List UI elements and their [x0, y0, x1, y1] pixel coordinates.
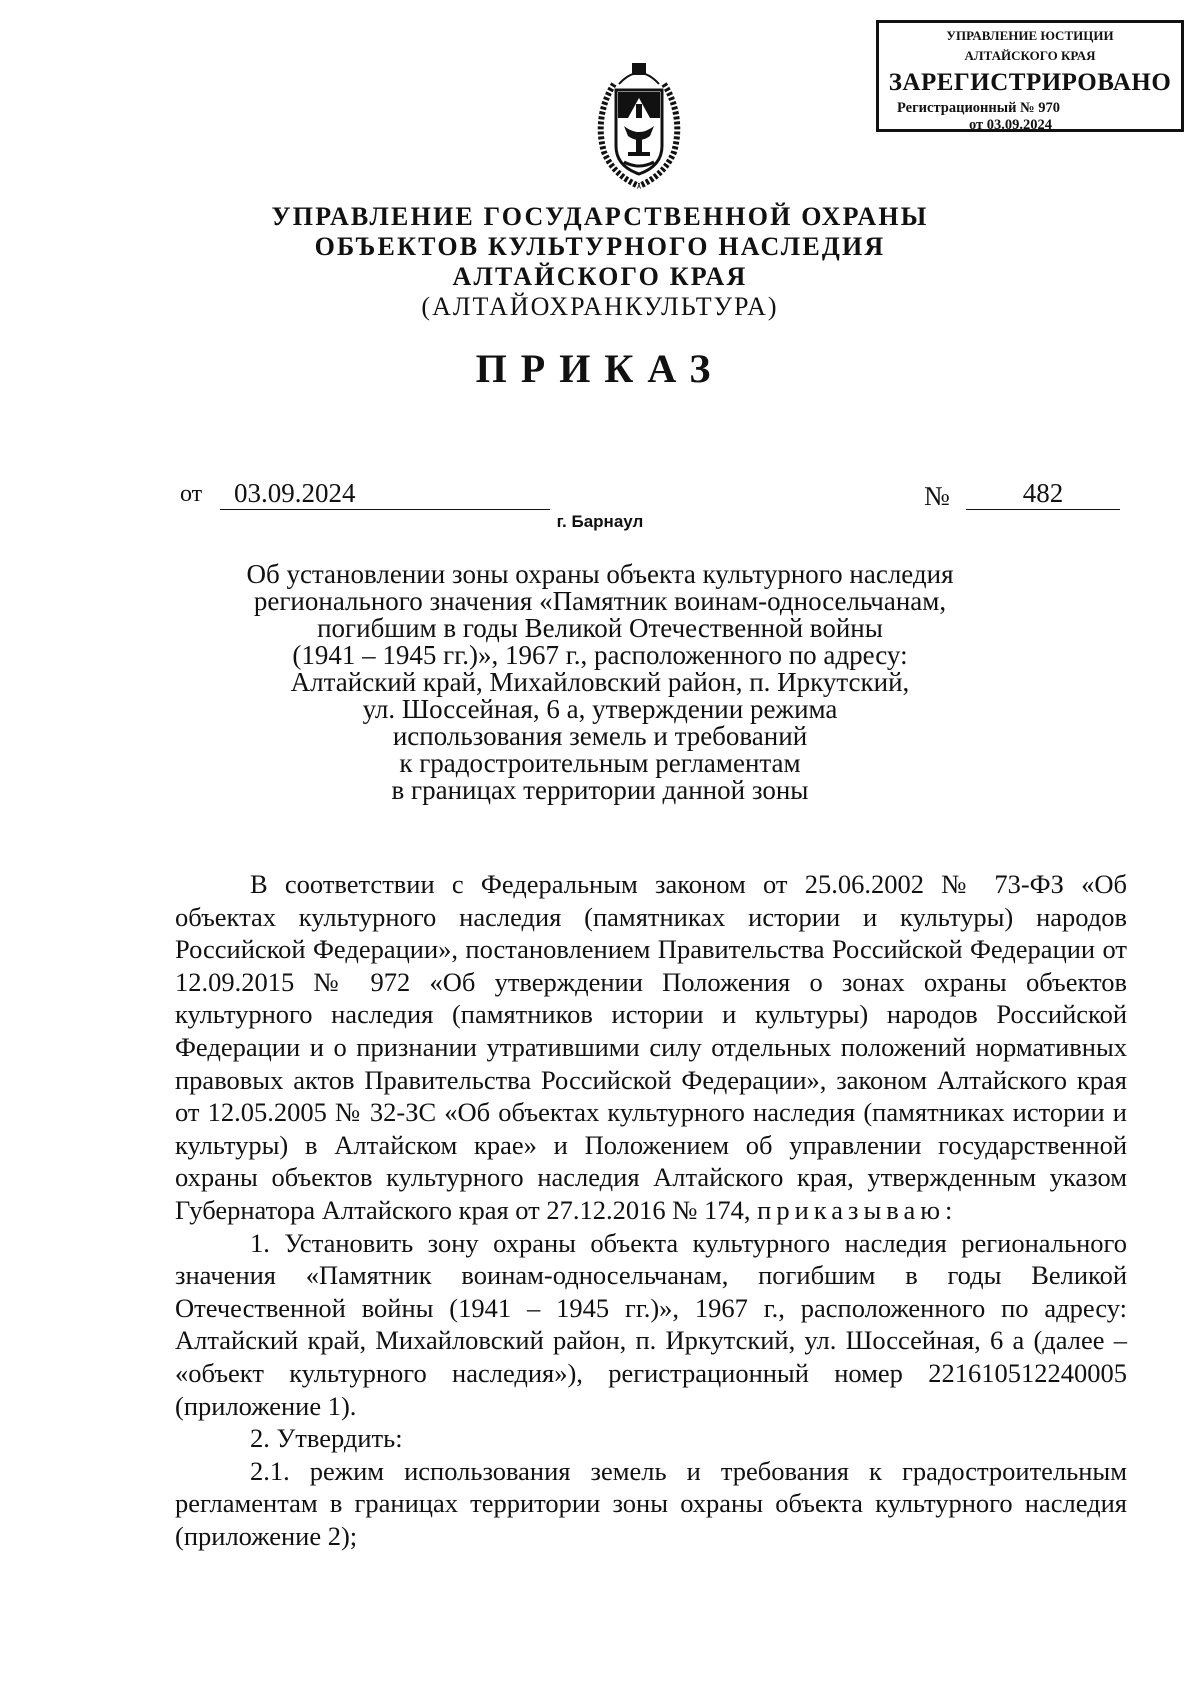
- item-1-paragraph: 1. Установить зону охраны объекта культурного наследия регионального значения «Памятник воинам-односельчанам, погибшим в годы Великой Отечественной войны (1941 – 1945 гг.)», 1967 г., расположенного по адресу: Алтайский край, Михайловский район, п. Иркутский, ул. Шоссейная, 6 а (далее – «объект культурного наследия»), регистрационный номер 221610512240005 (приложение 1).: [175, 1227, 1127, 1421]
- order-date: 03.09.2024: [220, 478, 550, 510]
- stamp-authority-line1: УПРАВЛЕНИЕ ЮСТИЦИИ: [946, 28, 1114, 43]
- date-prefix: от: [180, 481, 203, 507]
- subject-line: погибшим в годы Великой Отечественной войны: [317, 613, 883, 643]
- stamp-status: ЗАРЕГИСТРИРОВАНО: [888, 69, 1172, 96]
- date-number-row: [180, 478, 1120, 514]
- altai-krai-coat-of-arms-icon: [584, 54, 694, 192]
- subject-line: Об установлении зоны охраны объекта культурного наследия: [246, 559, 954, 589]
- subject-line: (1941 – 1945 гг.)», 1967 г., расположенного по адресу:: [292, 640, 908, 670]
- preamble-paragraph: [175, 868, 1127, 1227]
- org-line2: ОБЪЕКТОВ КУЛЬТУРНОГО НАСЛЕДИЯ: [314, 232, 886, 261]
- org-line3: АЛТАЙСКОГО КРАЯ: [452, 262, 748, 291]
- subject-line: в границах территории данной зоны: [391, 775, 809, 805]
- org-line1: УПРАВЛЕНИЕ ГОСУДАРСТВЕННОЙ ОХРАНЫ: [271, 202, 929, 231]
- order-number: 482: [966, 478, 1120, 510]
- subject-line: использования земель и требований: [392, 721, 808, 751]
- registration-stamp: [876, 20, 1184, 132]
- order-body: [175, 868, 1127, 1552]
- number-prefix: №: [924, 481, 950, 511]
- item-2-1-paragraph: 2.1. режим использования земель и требования к градостроительным регламентам в границах территории зоны охраны объекта культурного наследия (приложение 2);: [175, 1455, 1127, 1551]
- subject-line: Алтайский край, Михайловский район, п. Иркутский,: [290, 667, 910, 697]
- subject-line: ул. Шоссейная, 6 а, утверждении режима: [362, 694, 838, 724]
- item-2-paragraph: 2. Утвердить:: [250, 1423, 403, 1454]
- stamp-reg-number: Регистрационный № 970: [897, 100, 1061, 116]
- subject-line: регионального значения «Памятник воинам-односельчанам,: [253, 586, 947, 616]
- stamp-authority-line2: АЛТАЙСКОГО КРАЯ: [964, 48, 1096, 63]
- subject-line: к градостроительным регламентам: [399, 748, 801, 778]
- org-abbreviation: (АЛТАЙОХРАНКУЛЬТУРА): [421, 292, 779, 321]
- order-subject: [0, 561, 1200, 804]
- city-name: г. Барнаул: [556, 512, 644, 531]
- order-word: приказываю:: [757, 1194, 958, 1225]
- stamp-reg-date: от 03.09.2024: [969, 117, 1053, 133]
- preamble-text: В соответствии с Федеральным законом от 25.06.2002 № 73-ФЗ «Об объектах культурного наследия (памятниках истории и культуры) народов Российской Федерации», постановлением Правительства Российской Федерации от 12.09.2015 № 972 «Об утверждении Положения о зонах охраны объектов культурного наследия (памятников истории и культуры) народов Российской Федерации и о признании утратившими силу отдельных положений нормативных правовых актов Правительства Российской Федерации», законом Алтайского края от 12.05.2005 № 32-ЗС «Об объектах культурного наследия (памятниках истории и культуры) в Алтайском крае» и Положением об управлении государственной охраны объектов культурного наследия Алтайского края, утвержденным указом Губернатора Алтайского края от 27.12.2016 № 174,: [175, 869, 1127, 1225]
- organization-header: [0, 202, 1200, 322]
- document-type-title: ПРИКАЗ: [475, 346, 725, 391]
